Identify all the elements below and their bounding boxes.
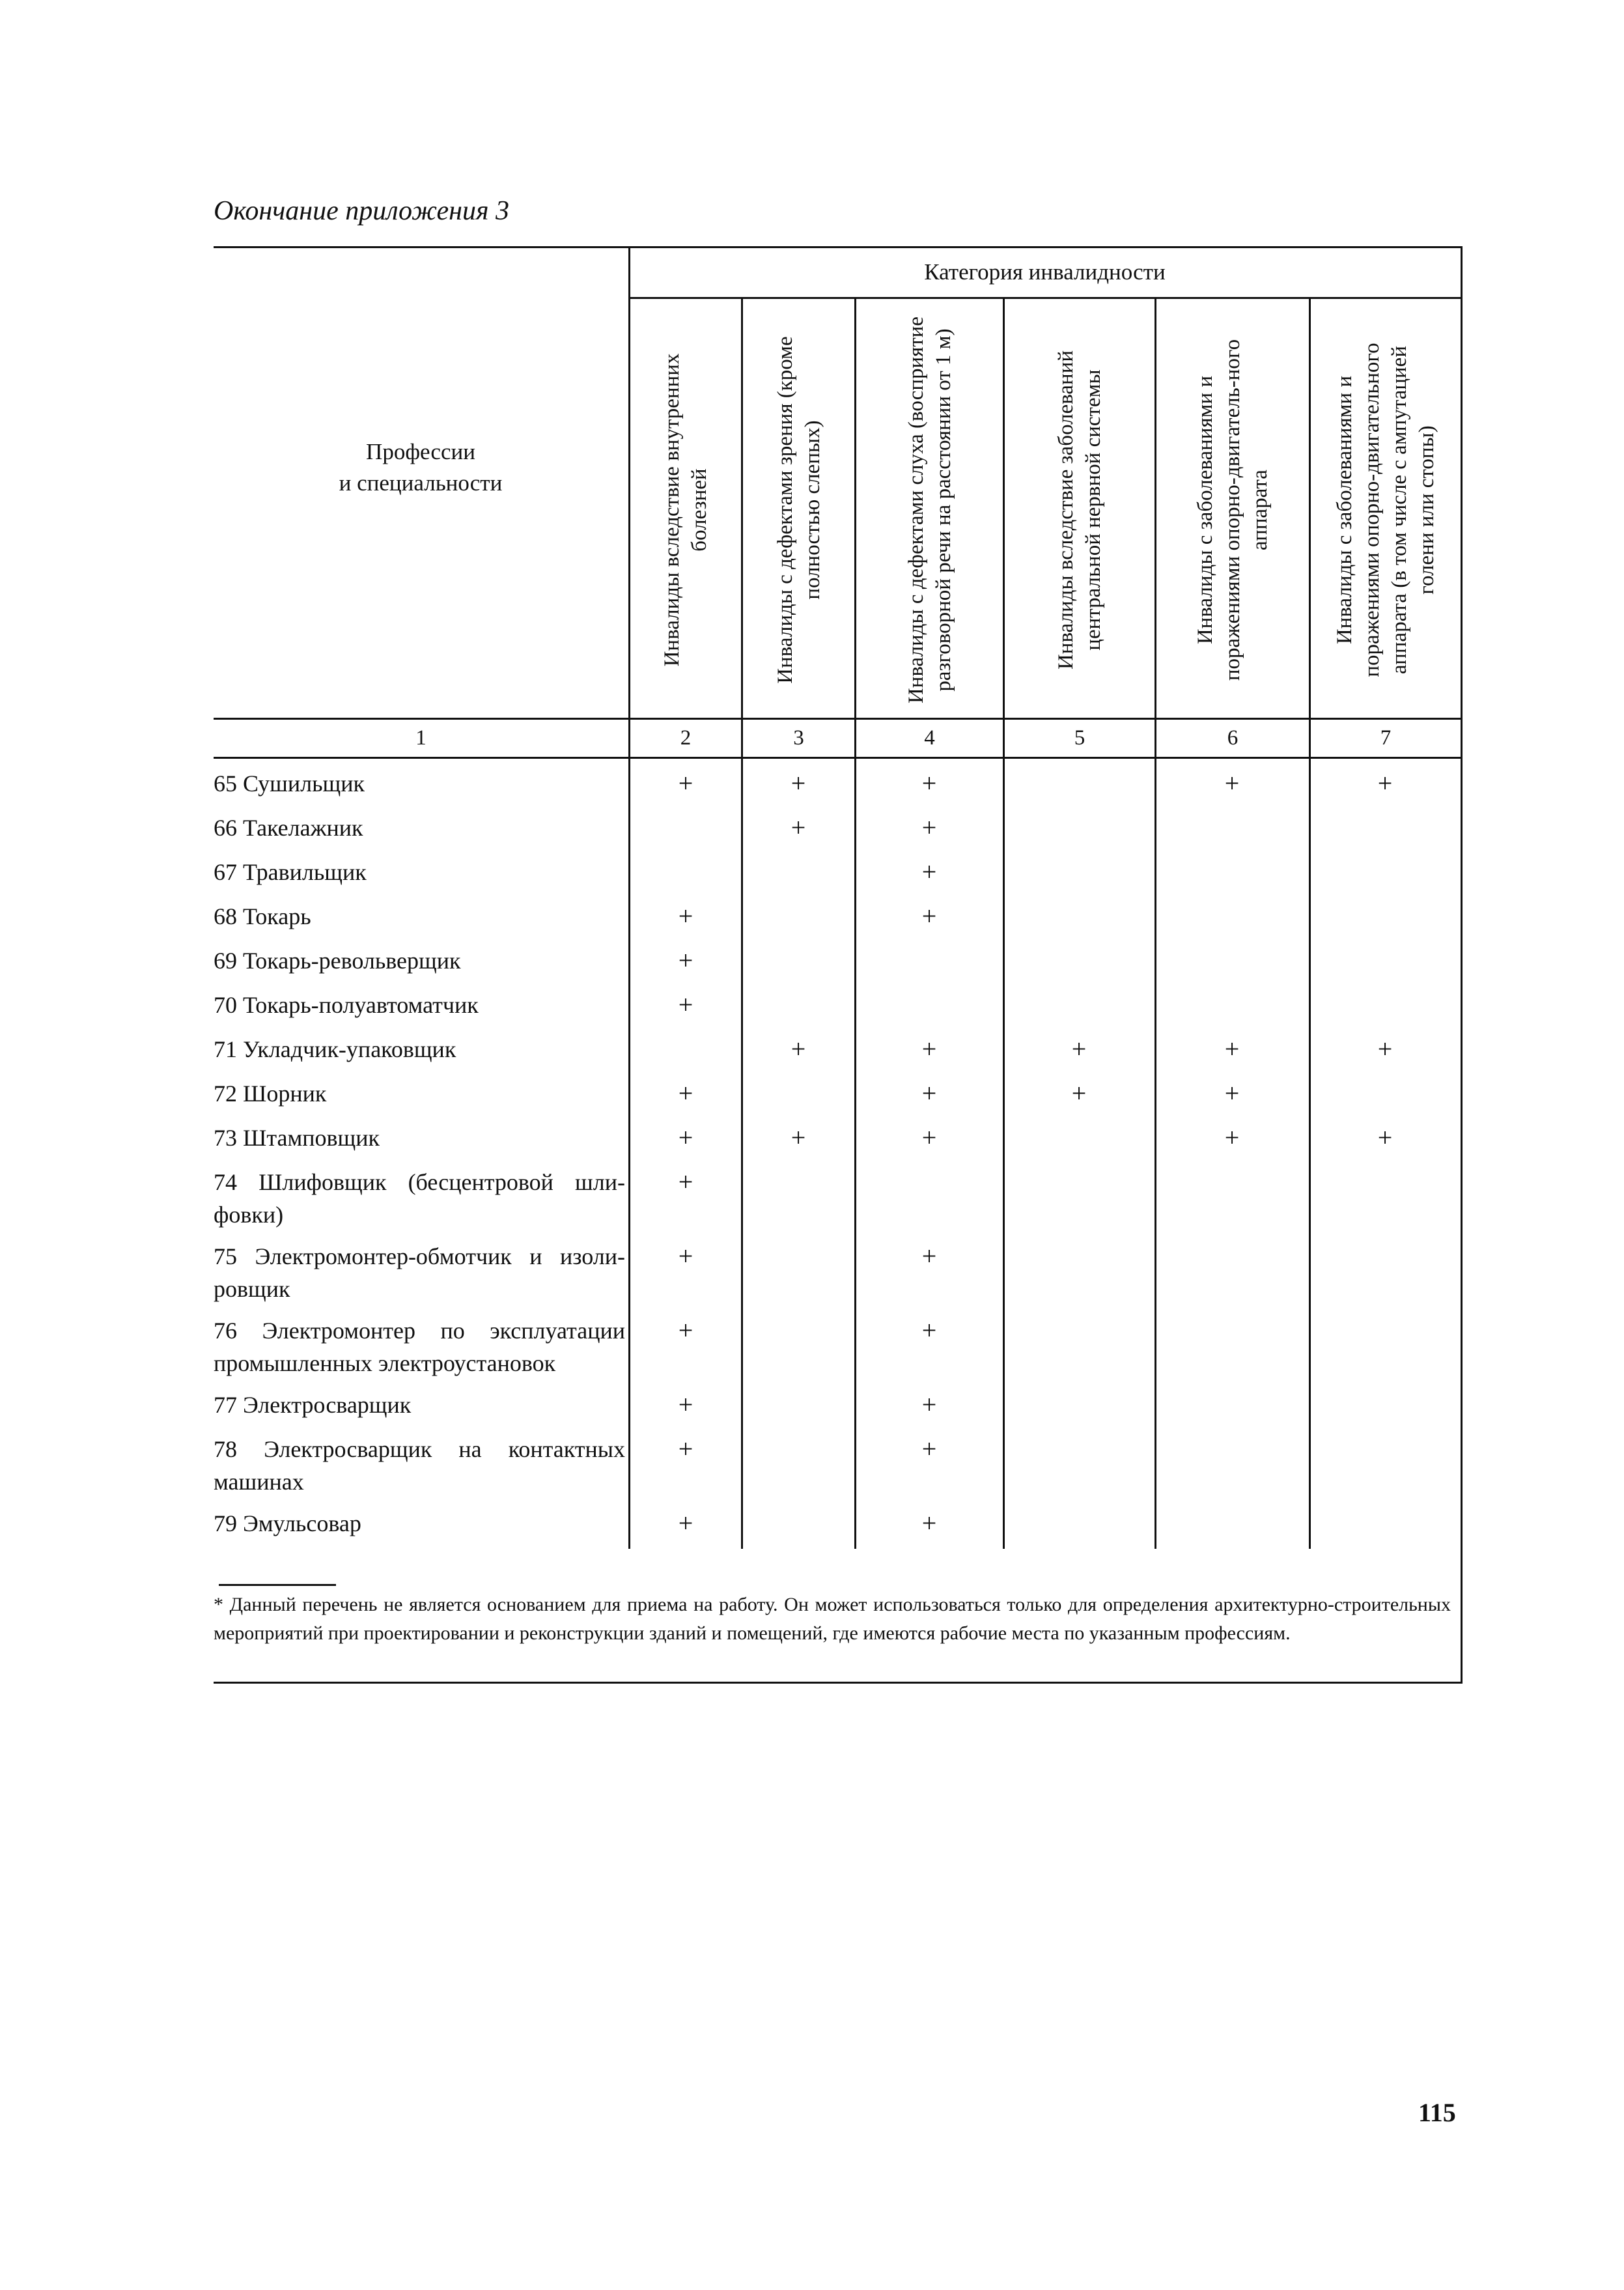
suitability-mark: + bbox=[678, 1434, 693, 1463]
column-number: 2 bbox=[680, 726, 692, 750]
suitability-mark: + bbox=[791, 1034, 806, 1064]
profession-header: Профессии и специальности bbox=[339, 439, 503, 496]
category-title: Категория инвалидности bbox=[924, 259, 1166, 285]
suitability-mark: + bbox=[678, 990, 693, 1019]
profession-name: 74 Шлифовщик (бесцентровой шли-фовки) bbox=[214, 1169, 625, 1228]
column-number: 4 bbox=[924, 726, 935, 750]
profession-name: 70 Токарь-полуавтоматчик bbox=[214, 992, 479, 1018]
suitability-mark: + bbox=[678, 1508, 693, 1538]
column-header-4: Инвалиды с дефектами слуха (восприятие разговорной речи на расстоянии от 1 м) bbox=[904, 316, 955, 704]
suitability-mark: + bbox=[1224, 1034, 1240, 1064]
suitability-mark: + bbox=[1071, 1079, 1087, 1108]
suitability-mark: + bbox=[678, 901, 693, 931]
column-number: 5 bbox=[1074, 726, 1085, 750]
suitability-mark: + bbox=[921, 857, 937, 886]
suitability-mark: + bbox=[1071, 1034, 1087, 1064]
suitability-mark: + bbox=[678, 1390, 693, 1419]
suitability-mark: + bbox=[678, 769, 693, 798]
column-number: 3 bbox=[793, 726, 804, 750]
profession-name: 71 Укладчик-упаковщик bbox=[214, 1036, 456, 1062]
suitability-mark: + bbox=[1224, 1123, 1240, 1152]
suitability-mark: + bbox=[921, 1241, 937, 1271]
caption: Окончание приложения 3 bbox=[214, 196, 510, 226]
column-header-5: Инвалиды вследствие заболеваний центральной нервной системы bbox=[1054, 350, 1105, 670]
column-header-2: Инвалиды вследствие внутренних болезней bbox=[660, 353, 711, 667]
suitability-mark: + bbox=[678, 946, 693, 975]
suitability-mark: + bbox=[678, 1079, 693, 1108]
suitability-mark: + bbox=[791, 1123, 806, 1152]
profession-name: 67 Травильщик bbox=[214, 859, 367, 885]
profession-name: 78 Электросварщик на контактных машинах bbox=[214, 1436, 625, 1495]
suitability-mark: + bbox=[791, 813, 806, 842]
column-header-3: Инвалиды с дефектами зрения (кроме полностью слепых) bbox=[773, 336, 824, 684]
profession-name: 68 Токарь bbox=[214, 903, 311, 929]
profession-name: 77 Электросварщик bbox=[214, 1392, 412, 1418]
suitability-mark: + bbox=[921, 1390, 937, 1419]
suitability-mark: + bbox=[921, 1316, 937, 1345]
profession-name: 76 Электромонтер по эксплуатации промышленных электроустановок bbox=[214, 1318, 625, 1376]
suitability-mark: + bbox=[678, 1123, 693, 1152]
column-header-6: Инвалиды с заболеваниями и поражениями опорно-двигатель-ного аппарата bbox=[1194, 339, 1272, 681]
suitability-mark: + bbox=[1377, 1123, 1393, 1152]
table-right-border bbox=[1461, 246, 1463, 1683]
footnote-bottom-rule bbox=[214, 1682, 1463, 1684]
suitability-mark: + bbox=[921, 1079, 937, 1108]
suitability-mark: + bbox=[678, 1167, 693, 1196]
suitability-mark: + bbox=[791, 769, 806, 798]
suitability-mark: + bbox=[921, 813, 937, 842]
column-number: 6 bbox=[1227, 726, 1239, 750]
column-header-7: Инвалиды с заболеваниями и поражениями опорно-двигательного аппарата (в том числе с ампутацией голени или стопы) bbox=[1333, 343, 1438, 677]
suitability-mark: + bbox=[1377, 1034, 1393, 1064]
suitability-mark: + bbox=[678, 1316, 693, 1345]
suitability-mark: + bbox=[921, 769, 937, 798]
profession-name: 66 Такелажник bbox=[214, 815, 363, 841]
profession-name: 69 Токарь-револьверщик bbox=[214, 948, 461, 974]
suitability-mark: + bbox=[921, 1123, 937, 1152]
suitability-mark: + bbox=[1224, 769, 1240, 798]
suitability-mark: + bbox=[1377, 769, 1393, 798]
column-number: 7 bbox=[1380, 726, 1392, 750]
profession-name: 65 Сушильщик bbox=[214, 770, 365, 797]
profession-name: 72 Шорник bbox=[214, 1081, 327, 1107]
suitability-mark: + bbox=[678, 1241, 693, 1271]
footnote: * Данный перечень не является основанием для приема на работу. Он может использоваться только для определения архитектурно-строительных мероприятий при проектировании и реконструкции зданий и помещений, где имеются рабочие места по указанным профессиям. bbox=[214, 1594, 1451, 1644]
suitability-mark: + bbox=[921, 1434, 937, 1463]
suitability-mark: + bbox=[921, 1508, 937, 1538]
page-number: 115 bbox=[1418, 2098, 1456, 2127]
suitability-mark: + bbox=[921, 901, 937, 931]
footnote-separator bbox=[219, 1584, 336, 1586]
number-row-rule bbox=[214, 757, 1463, 759]
profession-name: 75 Электромонтер-обмотчик и изоли-ровщик bbox=[214, 1243, 625, 1302]
suitability-mark: + bbox=[921, 1034, 937, 1064]
profession-name: 79 Эмульсовар bbox=[214, 1510, 361, 1536]
column-number: 1 bbox=[415, 726, 427, 750]
category-rule bbox=[630, 297, 1463, 299]
suitability-mark: + bbox=[1224, 1079, 1240, 1108]
profession-name: 73 Штамповщик bbox=[214, 1125, 380, 1151]
